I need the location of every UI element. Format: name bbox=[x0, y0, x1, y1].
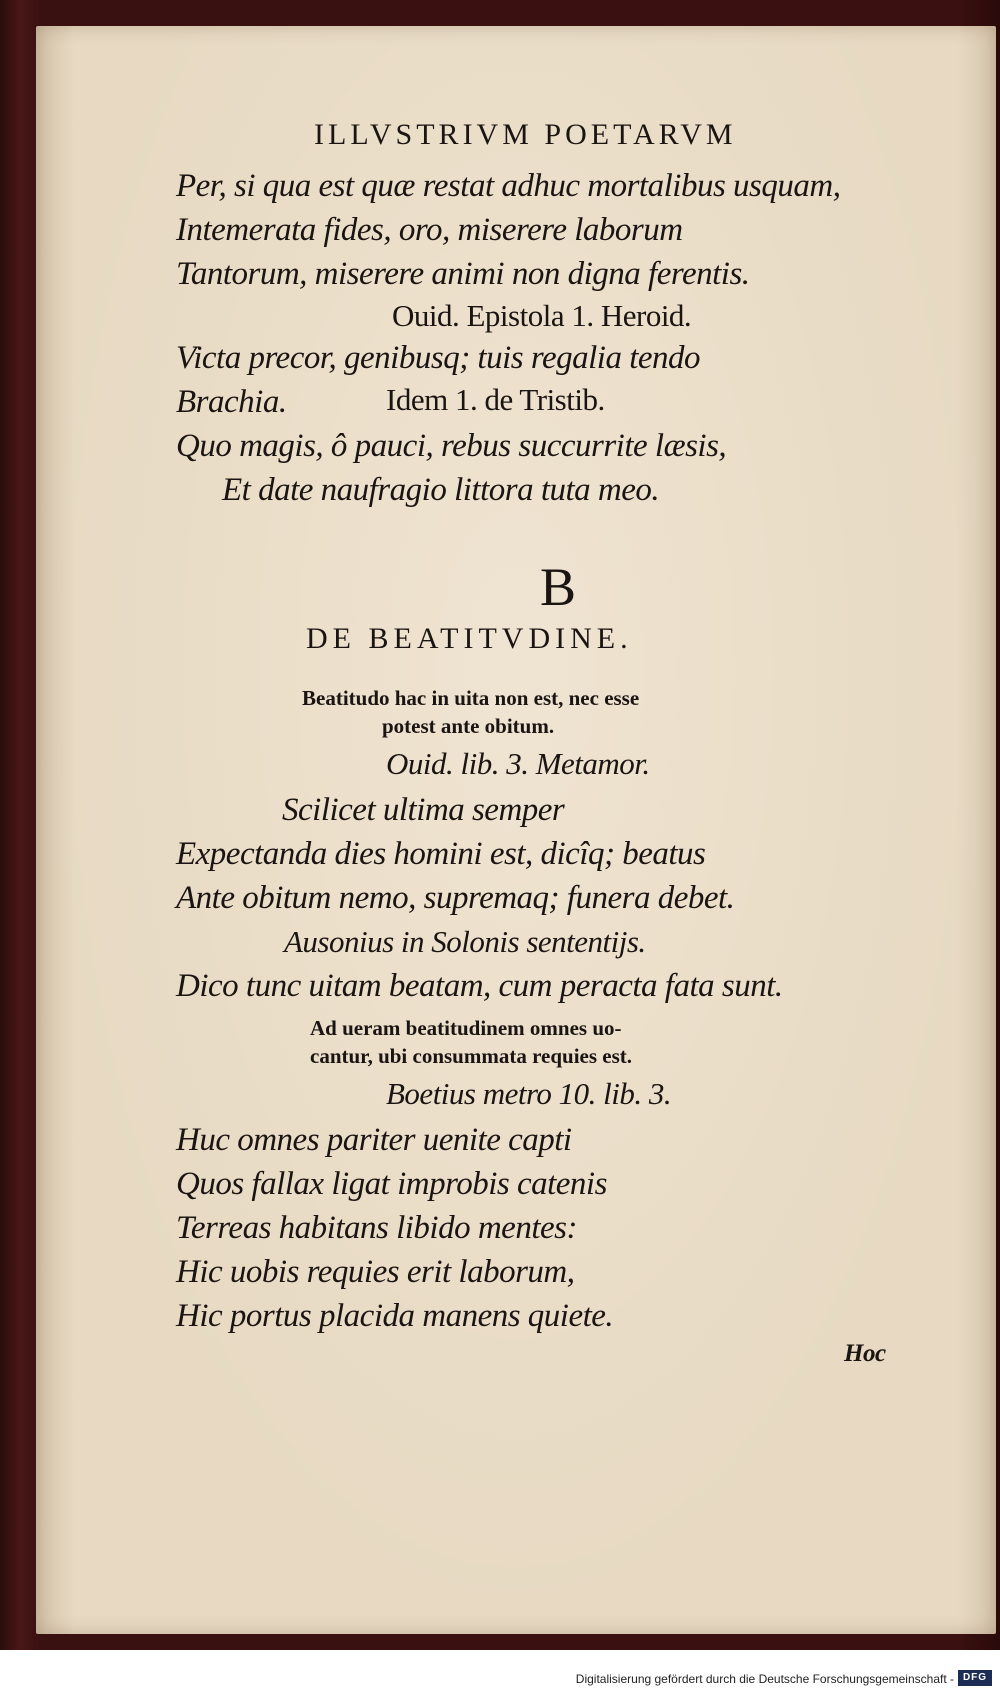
source-citation: Idem 1. de Tristib. bbox=[386, 382, 605, 417]
gloss-text: cantur, ubi consummata requies est. bbox=[310, 1044, 633, 1068]
source-citation: Ausonius in Solonis sententijs. bbox=[284, 924, 646, 959]
verse-line: Quos fallax ligat improbis catenis bbox=[176, 1166, 607, 1202]
verse-line: Quo magis, ô pauci, rebus succurrite læsis, bbox=[176, 428, 727, 464]
verse-line: Hic portus placida manens quiete. bbox=[176, 1298, 614, 1334]
section-title: DE BEATITVDINE. bbox=[306, 622, 633, 655]
footer-bar bbox=[0, 1652, 1000, 1696]
source-citation: Ouid. Epistola 1. Heroid. bbox=[392, 298, 692, 333]
verse-line: Tantorum, miserere animi non digna ferentis. bbox=[176, 256, 750, 292]
book-page bbox=[36, 26, 996, 1634]
footer-credit: Digitalisierung gefördert durch die Deutsche Forschungsgemeinschaft - bbox=[575, 1672, 954, 1686]
verse-line: Victa precor, genibusq; tuis regalia tendo bbox=[176, 340, 701, 376]
verse-line: Hic uobis requies erit laborum, bbox=[176, 1254, 575, 1290]
verse-line: Huc omnes pariter uenite capti bbox=[176, 1122, 572, 1158]
dfg-logo-icon: DFG bbox=[958, 1670, 992, 1686]
source-citation: Ouid. lib. 3. Metamor. bbox=[386, 746, 650, 781]
verse-line: Et date naufragio littora tuta meo. bbox=[222, 472, 660, 508]
section-letter: B bbox=[540, 557, 576, 617]
verse-line: Intemerata fides, oro, miserere laborum bbox=[176, 212, 683, 248]
verse-line: Scilicet ultima semper bbox=[282, 792, 565, 828]
verse-line: Ante obitum nemo, supremaq; funera debet. bbox=[176, 880, 735, 916]
verse-line: Dico tunc uitam beatam, cum peracta fata sunt. bbox=[176, 968, 783, 1004]
verse-line: Per, si qua est quæ restat adhuc mortalibus usquam, bbox=[176, 168, 841, 204]
verse-line: Brachia. bbox=[176, 384, 287, 420]
source-citation: Boetius metro 10. lib. 3. bbox=[386, 1076, 672, 1111]
gloss-text: Ad ueram beatitudinem omnes uo- bbox=[310, 1016, 622, 1040]
running-head: ILLVSTRIVM POETARVM bbox=[314, 118, 737, 151]
verse-line: Terreas habitans libido mentes: bbox=[176, 1210, 577, 1246]
verse-line: Expectanda dies homini est, dicîq; beatus bbox=[176, 836, 706, 872]
gloss-text: Beatitudo hac in uita non est, nec esse bbox=[302, 686, 640, 710]
catchword: Hoc bbox=[844, 1340, 886, 1367]
gloss-text: potest ante obitum. bbox=[382, 714, 555, 738]
